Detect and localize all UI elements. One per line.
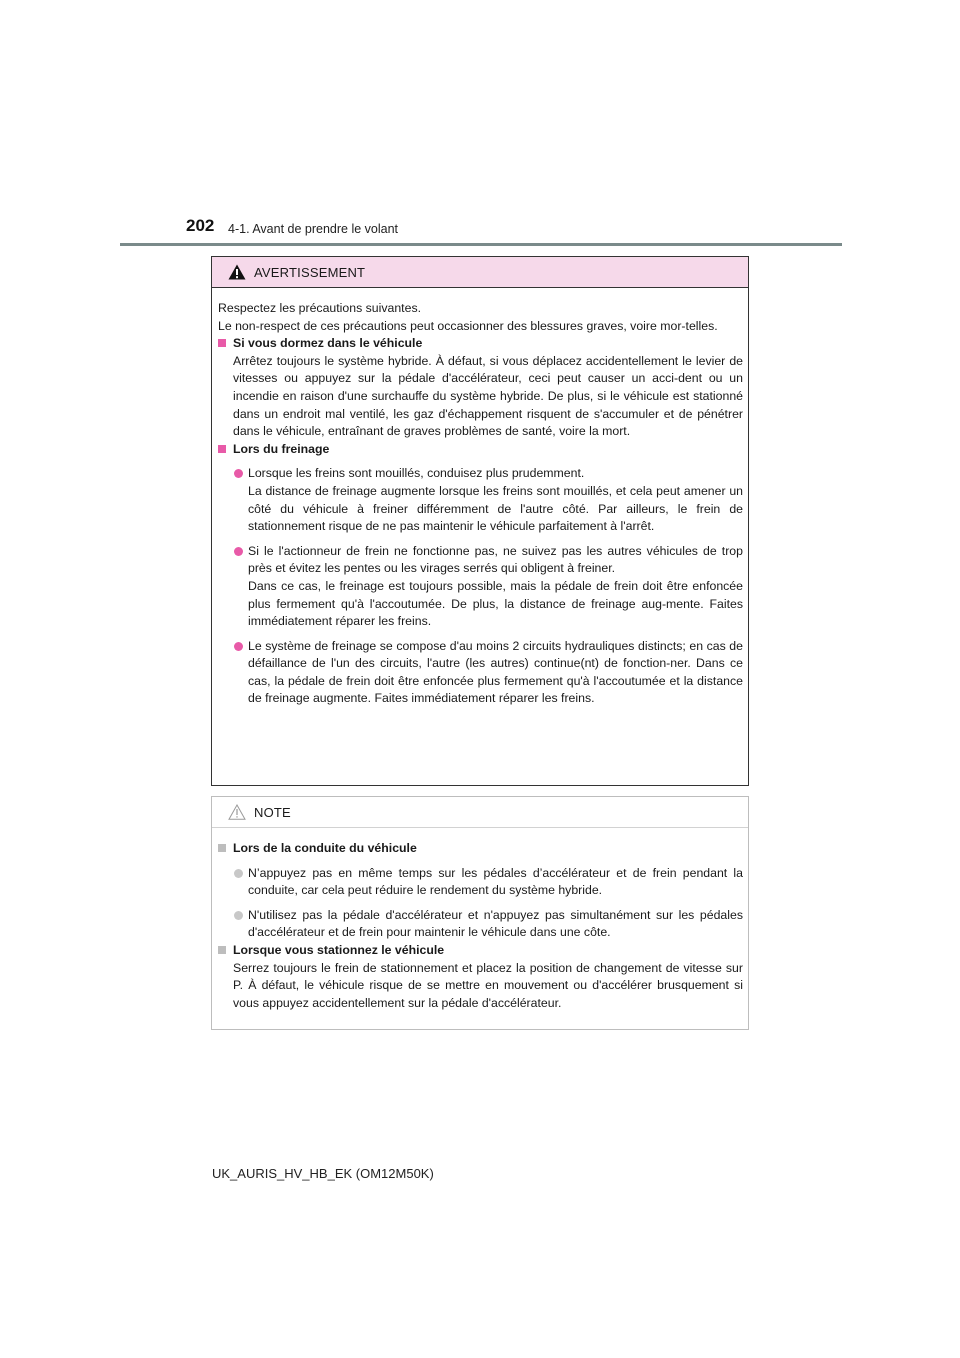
- note-title: NOTE: [254, 805, 291, 820]
- circle-bullet-icon: [234, 469, 243, 478]
- note-subsection-heading: [218, 942, 743, 960]
- pedals-text: N’appuyez pas en même temps sur les pédales d’accélérateur et de frein pendant la conduite, car cela peut réduire le rendement du système hybride.: [248, 865, 743, 898]
- circle-bullet-icon: [234, 547, 243, 556]
- square-bullet-icon: [218, 339, 226, 347]
- actuator-line-1: Si le l'actionneur de frein ne fonctionne pas, ne suivez pas les autres véhicules de trop près et évitez les pentes ou les virages serrés qui obligent à freiner.: [248, 543, 743, 576]
- note-box: [211, 796, 749, 1030]
- square-bullet-icon: [218, 445, 226, 453]
- list-item: [218, 865, 743, 900]
- header-rule: [120, 243, 842, 246]
- warning-subsection-heading: [218, 335, 743, 353]
- wet-brakes-line-1: Lorsque les freins sont mouillés, conduisez plus prudemment.: [248, 466, 585, 481]
- circle-bullet-icon: [234, 911, 243, 920]
- braking-heading: Lors du freinage: [233, 441, 330, 456]
- square-bullet-icon: [218, 946, 226, 954]
- list-item: [218, 638, 743, 708]
- warning-header: [212, 257, 748, 288]
- actuator-line-2: Dans ce cas, le freinage est toujours possible, mais la pédale de frein doit être enfoncée plus fermement qu'à l'accoutumée. De plus, la distance de freinage aug-mente. Faites immédiatement réparer les freins.: [248, 578, 743, 629]
- sleeping-text: Arrêtez toujours le système hybride. À défaut, si vous déplacez accidentellement le levier de vitesses ou appuyez sur la pédale d'accélérateur, ceci peut causer un acci-dent ou un incendie en raison d'une surchauffe du système hybride. De plus, si le véhicule est stationné dans un endroit mal ventilé, les gaz d'échappement risquent de s'accumuler et de pénétrer dans le véhicule, entraînant de graves problèmes de santé, voire la mort.: [233, 353, 743, 439]
- list-item: [218, 543, 743, 631]
- parking-text: Serrez toujours le frein de stationnement et placez la position de changement de vitesse sur P. À défaut, le véhicule risque de se mettre en mouvement ou d'accélérer brusquement si vous appuyez accidentellement sur la pédale d'accélérateur.: [233, 960, 743, 1010]
- circle-bullet-icon: [234, 642, 243, 651]
- warning-box: [211, 256, 749, 786]
- section-title: 4-1. Avant de prendre le volant: [228, 222, 399, 236]
- note-content: [212, 828, 748, 1012]
- warning-subsection-heading: [218, 441, 743, 459]
- warning-title: AVERTISSEMENT: [254, 265, 366, 280]
- page-number: 202: [186, 216, 215, 235]
- warning-intro-2: Le non-respect de ces précautions peut occasionner des blessures graves, voire mor-telles.: [218, 318, 718, 333]
- note-subsection-heading: [218, 840, 743, 858]
- circle-bullet-icon: [234, 869, 243, 878]
- list-item: [218, 907, 743, 942]
- wet-brakes-line-2: La distance de freinage augmente lorsque les freins sont mouillés, et cela peut amener un côté du véhicule à freiner différemment de l'autre côté. Par ailleurs, le frein de stationnement risque de ne pas maintenir le véhicule parfaitement à l'arrêt.: [248, 483, 743, 534]
- warning-triangle-icon: [228, 264, 246, 280]
- list-item: [218, 465, 743, 535]
- slope-text: N'utilisez pas la pédale d'accélérateur et n'appuyez pas simultanément sur les pédales d'accélérateur et de frein pour maintenir le véhicule dans une côte.: [248, 907, 743, 940]
- parking-heading: Lorsque vous stationnez le véhicule: [233, 942, 445, 957]
- sleeping-heading: Si vous dormez dans le véhicule: [233, 336, 423, 351]
- driving-heading: Lors de la conduite du véhicule: [233, 841, 417, 855]
- warning-intro-1: Respectez les précautions suivantes.: [218, 301, 422, 315]
- warning-content: [212, 288, 748, 708]
- caution-triangle-icon: [228, 804, 246, 820]
- document-code: UK_AURIS_HV_HB_EK (OM12M50K): [212, 1166, 434, 1181]
- square-bullet-icon: [218, 844, 226, 852]
- note-header: [212, 797, 748, 828]
- hydraulic-circuits-text: Le système de freinage se compose d'au moins 2 circuits hydrauliques distincts; en cas de défaillance de l'un des circuits, l'autre (les autres) continue(nt) de fonction-ner. Dans ce cas, la pédale de frein doit être enfoncée plus fermement qu'à l'accoutumée et la distance de freinage augmente. Faites immédiatement réparer les freins.: [248, 638, 743, 706]
